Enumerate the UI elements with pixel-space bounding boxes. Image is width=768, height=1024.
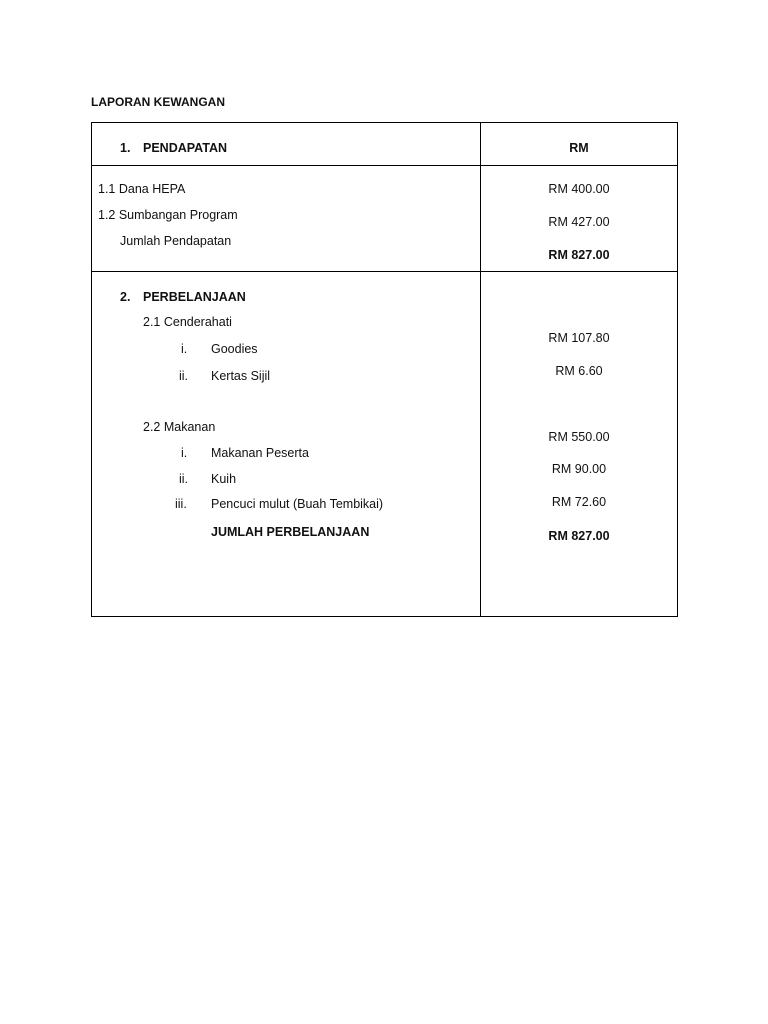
header-section-number: 1.: [120, 141, 131, 155]
expense-item-amount: RM 107.80: [548, 331, 610, 345]
expense-group-label: 2.1 Cenderahati: [143, 315, 232, 329]
header-section-title: PENDAPATAN: [143, 141, 228, 155]
expenses-total-amount: RM 827.00: [548, 529, 610, 543]
expense-item-number: i.: [181, 446, 188, 460]
expenses-section-number: 2.: [120, 290, 131, 304]
expense-item-amount: RM 90.00: [551, 462, 607, 476]
expense-item-label: Goodies: [211, 342, 258, 356]
expense-item-label: Kuih: [211, 472, 237, 486]
expense-item-number: iii.: [175, 497, 187, 511]
expense-item-amount: RM 550.00: [548, 430, 610, 444]
income-item-label: 1.2 Sumbangan Program: [98, 208, 238, 222]
income-item-amount: RM 400.00: [548, 182, 610, 196]
expense-item-label: Makanan Peserta: [211, 446, 309, 460]
header-currency: RM: [569, 141, 589, 155]
income-total-amount: RM 827.00: [548, 248, 610, 262]
expense-item-number: ii.: [179, 472, 189, 486]
expense-item-number: ii.: [179, 369, 189, 383]
expense-item-label: Pencuci mulut (Buah Tembikai): [211, 497, 384, 511]
expense-item-amount: RM 6.60: [555, 364, 603, 378]
income-item-amount: RM 427.00: [548, 215, 610, 229]
expense-item-label: Kertas Sijil: [211, 369, 271, 383]
income-item-label: 1.1 Dana HEPA: [98, 182, 186, 196]
income-row-divider: [91, 271, 678, 272]
income-total-label: Jumlah Pendapatan: [120, 234, 232, 248]
header-row-divider: [91, 165, 678, 166]
expense-item-number: i.: [181, 342, 188, 356]
expense-item-amount: RM 72.60: [551, 495, 607, 509]
report-title: LAPORAN KEWANGAN: [91, 95, 225, 109]
expenses-total-label: JUMLAH PERBELANJAAN: [211, 525, 370, 539]
expenses-section-title: PERBELANJAAN: [143, 290, 246, 304]
expense-group-label: 2.2 Makanan: [143, 420, 216, 434]
